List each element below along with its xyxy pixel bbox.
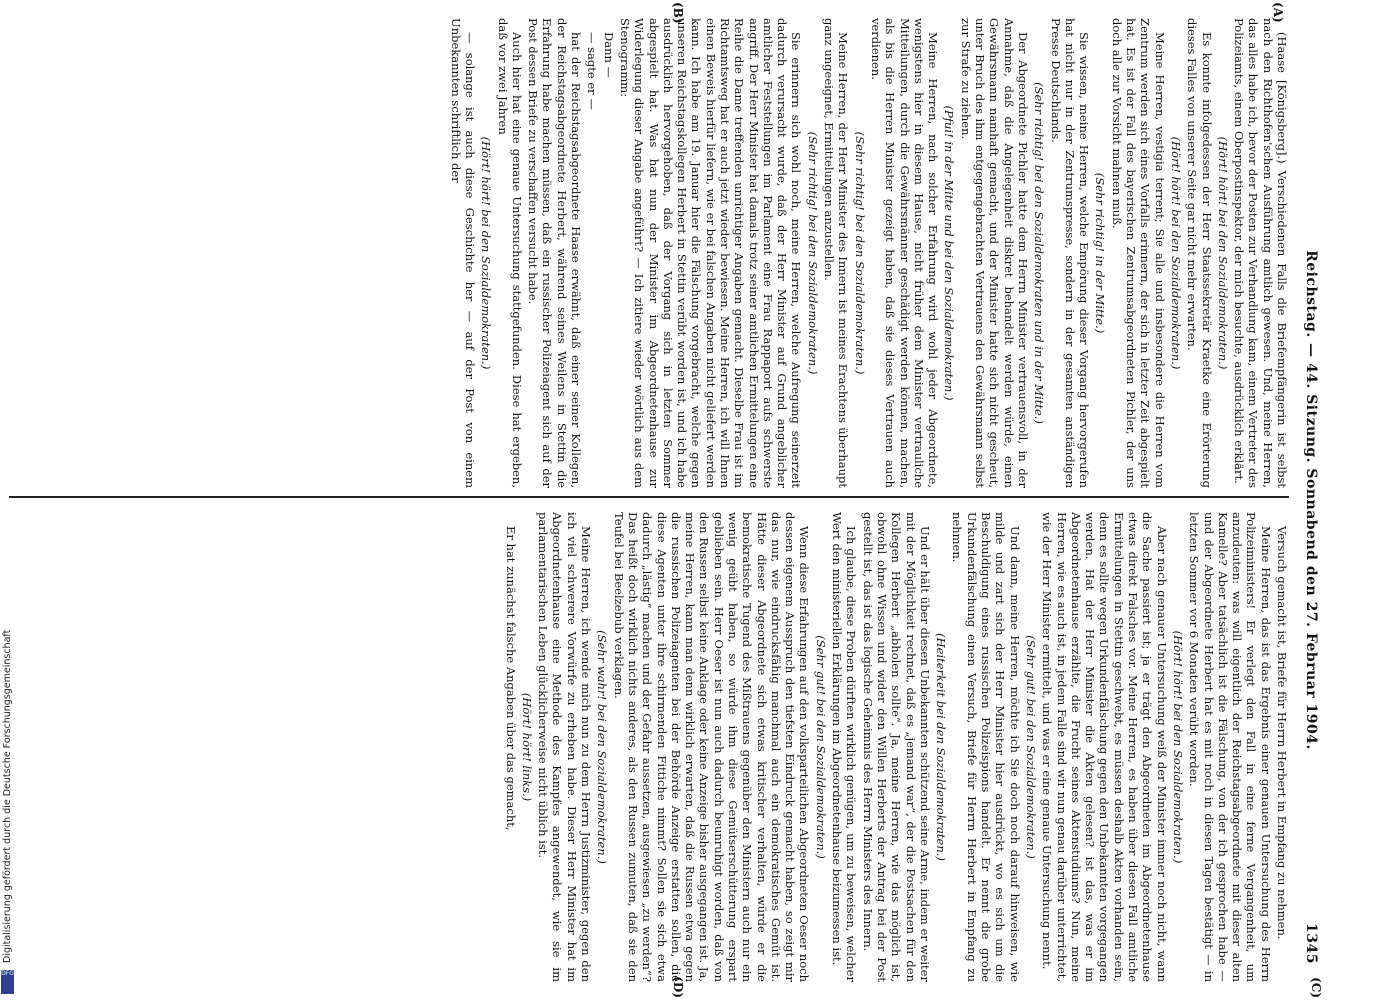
stage-direction: (Sehr gut! bei den Sozialdemokraten.) — [1023, 635, 1038, 859]
dfg-logo-text: DFG — [1, 970, 14, 977]
right-text-column — [9, 512, 1289, 982]
stage-direction: (Hört! hört! bei den Sozialdemokraten.) — [1168, 136, 1183, 370]
paragraph: Sie erinnern sich wohl noch, meine Herren, welche Aufregung seinerzeit dadurch verursacht wurde, daß der Herr Minister auf Grund angeblicher amtlicher Feststellungen im Parlament eine Frau Rappaport aufs schwerste angriff. Der Herr Minister hat damals trotz seiner amtlichen Ermittelungen eine Reihe die Dame treffenden unrichtiger Angaben gemacht. Dieselbe Frau ist im Richtamtsweg hat er auch jetzt wieder bewiesen. Meine Herren, ich will Ihnen einen Beweis hierfür liefern, wie er bei falschen Angaben nicht geliefert werden kann. Ich habe am 19. Januar hier die Fälschung vorgebracht, welche gegen unseren Reichstagskollegen Herbert in Stettin verübt worden ist, und ich habe ausdrücklich hervorgehoben, daß der Vorgang sich in letzten Sommer abgespielt hat. Was hat nun der Minister im Abgeordnetenhause zur Widerlegung dieser Angabe angeführt? — Ich zitiere wieder wörtlich aus dem Stenogramm: — [617, 18, 804, 488]
paragraph: Er hat zunächst falsche Angaben über das gemacht, — [503, 526, 518, 831]
margin-marker-d: (D) — [671, 976, 685, 998]
paragraph: (Haase [Königsberg].) Verschiedenen Falls die Briefempfängerin ist selbst nach den Richthofen'schen Ausführung amtlich gewesen. Und, meine Herren, das alles habe ich, bevor der Posten zur Verhandlung kam, einem Vertreter des Polizeiamts, einem Oberpostinspektor, der mich besuchte, ausdrücklich erklärt. — [1232, 18, 1289, 488]
paragraph: Sie wissen, meine Herren, welche Empörung dieser Vorgang hervorgerufen hat nicht nur in der Zentrumspresse, sondern in der gesamten anständigen Presse Deutschlands. — [1048, 18, 1092, 488]
paragraph: hat der Reichstagsabgeordnete Haase erwähnt, daß einer seiner Kollegen, der Reichstagsabgeordnete Herbert, während seines Weilens in Stettin die Erfahrung habe machen müssen, daß ein russischer Polizeiagent sich auf der Post dessen Briefe zu verschaffen versucht habe. — [526, 18, 584, 488]
paragraph: Es konnte infolgedessen der Herr Staatssekretär Kraetke eine Erörterung dieses Falles von unserer Seite gar nicht mehr erwarten. — [1185, 18, 1214, 488]
stage-direction: (Hört! hört! bei den Sozialdemokraten.) — [1215, 136, 1230, 370]
margin-marker-a: (A) — [1271, 2, 1285, 23]
stage-direction: (Sehr wahr! bei den Sozialdemokraten.) — [595, 630, 610, 864]
paragraph: Wenn diese Erfahrungen auf den volksparteilichen Abgeordneten Oeser noch dessen eigenem Ausspruch den tiefsten Eindruck gemacht haben, so zeigt mir das nur, wie eindrucksfähig manchmal auch ein demokratisches Gemüt ist. Hätte dieser Abgeordnete sich etwas kritischer verhalten, würde er die bemokratische Tugend des Mißtrauens gegenüber den Ministern auch nur ein wenig geübt haben, so würde ihm diese Gemütserschütterung erspart geblieben sein. Herr Oeser ist nun auch dadurch beunruhigt worden, daß von den Russen selbst keine Anklage oder keine Anzeige bisher ausgegangen ist. Ja, meine Herren, kann man denn wirklich erwarten, daß die Russen etwa gegen die russischen Polizeiagenten bei der Behörde Anzeige erstatten sollen, die diese Agenten unter ihre schirmenden Fittiche nimmt? Sollen sie sich etwa dadurch „lästig“ machen und der Gefahr aussetzen, ausgewiesen „zu werden“? Das heißt doch wirklich nichts anderes, als den Russen zumuten, daß sie den Teufel bei Beelzebub verklagen. — [611, 512, 812, 982]
stage-direction: (Sehr gut! bei den Sozialdemokraten.) — [813, 635, 828, 859]
stage-direction: (Pfui! in der Mitte und bei den Sozialdemokraten.) — [942, 105, 957, 401]
paragraph: Dann — — [601, 32, 616, 79]
paragraph: Und dann, meine Herren, möchte ich Sie doch noch darauf hinweisen, wie milde und zart sich der Herr Minister hier ausdrückt, wo es sich um die Beschuldigung eines russischen Polizeispions handelt. Er nennt die grobe Urkundenfälschung einen Versuch, Briefe für Herrn Herbert in Empfang zu nehmen. — [950, 512, 1022, 982]
margin-marker-c: (C) — [1309, 977, 1323, 998]
page-header — [1295, 18, 1319, 982]
credit-text: Digitalisierung gefördert durch die Deutsche Forschungsgemeinschaft — [2, 629, 13, 963]
paragraph: Ich glaube, diese Proben dürften wirklich genügen, um zu beweisen, welcher Wert den ministeriellen Erklärungen im Abgeordnetenhause beizumessen ist. — [830, 512, 859, 982]
paragraph: — sagte er — — [585, 32, 600, 110]
stage-direction: (Sehr richtig! in der Mitte.) — [1093, 172, 1108, 334]
paragraph: Auch hier hat eine genaue Untersuchung stattgefunden. Diese hat ergeben, daß vor zwei Jahren — [495, 18, 524, 488]
page-number: 1345 — [1303, 923, 1319, 964]
paragraph: Meine Herren, ich wende mich nun zu dem Herrn Justizminister, gegen den ich viel schwerere Vorwürfe zu erheben habe. Dieser Herr Minister hat im Abgeordnetenhause eine Methode des Kampfes angewendet, wie sie im parlamentarischen Leben glücklicherweise nicht üblich ist. — [536, 512, 594, 982]
stage-direction: (Hört! hört! bei den Sozialdemokraten.) — [1170, 630, 1185, 864]
stage-direction: (Sehr richtig! bei den Sozialdemokraten und in der Mitte.) — [1032, 82, 1047, 424]
paragraph: Meine Herren, das ist das Ergebnis einer genauen Untersuchung des Herrn Polizeiministers! Er verlegt den Fall in eine ferne Vergangenheit, um anzudeuten: was will eigentlich der Reichstagsabgeordnete mit dieser alten Kamelle? Aber tatsächlich ist die Fälschung, von der ich gesprochen habe — und der Abgeordnete Herbert hat es mit noch in diesen Tagen bestätigt — in letzten Sommer vor 6 Monaten verübt worden. — [1187, 512, 1273, 982]
paragraph: — solange ist auch diese Geschichte her — auf der Post von einem Unbekannten schriftlich der — [448, 18, 477, 488]
paragraph: Meine Herren, der Herr Minister des Innern ist meines Erachtens überhaupt ganz ungeeignet, Ermittelungen anzustellen. — [822, 18, 851, 488]
stage-direction: (Hört! hört! bei den Sozialdemokraten.) — [479, 136, 494, 370]
stage-direction: (Heiterkeit bei den Sozialdemokraten.) — [934, 633, 949, 861]
paragraph: Aber nach genauer Untersuchung weiß der Minister immer noch nicht, wann die Sache passiert ist; ja er trägt den Abgeordneten im Abgeordnetenhause etwas direkt Falsches vor. Meine Herren, es haben über diesen Fall amtliche Ermittelungen in Stettin geschwebt, es müssen deshalb Akten vorhanden sein, denn es sollte wegen Urkundenfälschung gegen den Unbekannten vorgegangen werden. Hat der Herr Minister die Akten gelesen? ist das, was er im Abgeordnetenhause erzählte, die Frucht seines Aktenstudiums? Nun, meine Herren, wie es auch ist, in jedem Falle sind wir nun genau darüber unterrichtet, wie der Herr Minister ermittelt, und was er eine genaue Untersuchung nennt. — [1040, 512, 1169, 982]
stage-direction: (Sehr richtig! bei den Sozialdemokraten.) — [852, 131, 867, 375]
page-title: Reichstag. — 44. Sitzung. Sonnabend den 27. Februar 1904. — [1303, 250, 1319, 750]
stage-direction: (Sehr richtig! bei den Sozialdemokraten.) — [805, 131, 820, 375]
paragraph: Versuch gemacht ist, Briefe für Herrn Herbert in Empfang zu nehmen. — [1275, 526, 1289, 940]
dfg-logo — [1, 970, 14, 994]
stage-direction: (Hört! hört! links.) — [519, 692, 534, 802]
margin-marker-b: (B) — [671, 2, 685, 24]
paragraph: Meine Herren, nach solcher Erfahrung wird wohl jeder Abgeordnete, wenigstens hier in diesem Hause, nicht früher dem Minister vertrauliche Mitteilungen, durch die Gewährsmänner geschädigt werden können, machen, als bis die Herren Minister gezeigt haben, daß sie dieses Vertrauen auch verdienen. — [868, 18, 941, 488]
left-text-column — [9, 18, 1289, 488]
paragraph: Und er hält über diesen Unbekannten schützend seine Arme, indem er weiter mit der Möglichkeit rechnet, daß es „jemand war“, der die Postsachen für den Kollegen Herbert „abholen sollte“. Ja, meine Herren, wie das möglich ist, obwohl ohne Wissen und wider den Willen Herberts der Antrag bei der Post gestellt ist, das ist das logische Geheimnis des Herrn Ministers des Innern. — [860, 512, 932, 982]
paragraph: Der Abgeordnete Pichler hatte dem Herrn Minister vertrauensvoll, in der Annahme, daß die Angelegenheit diskret behandelt werden würde, einen Gewährsmann namhaft gemacht, und der Minister hatte sich nicht gescheut, unter Bruch des ihm entgegengebrachten Vertrauens den Gewährsmann selbst zur Strafe zu ziehen. — [958, 18, 1030, 488]
digitization-credit — [2, 598, 14, 998]
paragraph: Meine Herren, vestigia terrent; Sie alle und insbesondere die Herren vom Zentrum werden sich eines Vorfalls erinnern, der sich in letzter Zeit abgespielt hat. Es ist der Fall des bayerischen Zentrumsabgeordneten Pichler, der uns doch alle zur Vorsicht mahnen muß. — [1109, 18, 1167, 488]
column-divider — [9, 496, 1289, 498]
